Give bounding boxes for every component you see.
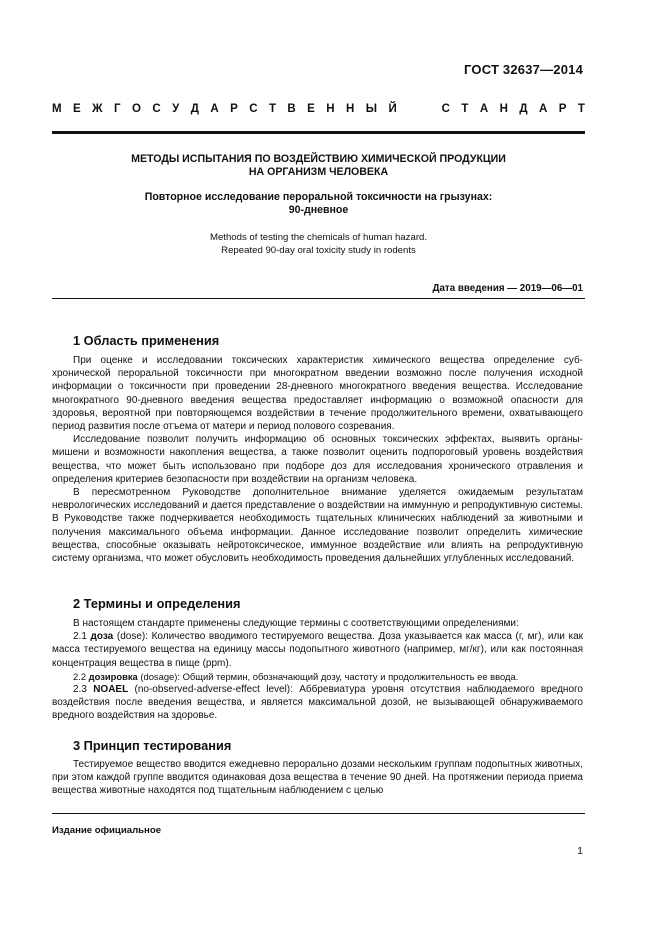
interstate_letters_1-letter: Е bbox=[307, 103, 315, 115]
term: доза bbox=[90, 631, 114, 643]
section-2-body bbox=[52, 617, 583, 723]
section-3-body bbox=[52, 758, 583, 798]
term-number: 2.1 bbox=[73, 631, 87, 643]
term: NOAEL bbox=[93, 684, 129, 696]
interstate_letters_1-letter: У bbox=[172, 103, 180, 115]
interstate_letters_1-letter: В bbox=[287, 103, 296, 115]
interstate_letters_1-letter: Г bbox=[113, 103, 121, 115]
word-gap bbox=[408, 103, 430, 115]
definition-dosage bbox=[52, 670, 583, 683]
term-number: 2.3 bbox=[73, 684, 87, 696]
interstate_letters_2-letter: Т bbox=[577, 103, 585, 115]
interstate_letters_2-letter: Т bbox=[461, 103, 469, 115]
paragraph: В настоящем стандарте применены следующие термины с соответствующими определениями: bbox=[73, 618, 519, 629]
interstate_letters_2-letter: Р bbox=[558, 103, 567, 115]
interstate_letters_2-letter: Д bbox=[519, 103, 528, 115]
interstate_letters_2-letter: А bbox=[538, 103, 548, 115]
official-edition-label: Издание официальное bbox=[52, 825, 162, 836]
section-1-heading: 1 Область применения bbox=[73, 333, 220, 348]
document-title bbox=[52, 153, 585, 179]
subtitle-line-1: Повторное исследование пероральной токсичности на грызунах: bbox=[144, 191, 493, 203]
document-subtitle bbox=[52, 191, 585, 217]
interstate_letters_1-letter: Е bbox=[73, 103, 81, 115]
term-definition: (no-observed-adverse-effect level): Аббревиатура уровня отсутствия наблюдаемого вредного воздействия после введения вещества, и является максимальной дозой, не вызывающей обнаруживаемого вредного воздействия на здоровье. bbox=[52, 684, 583, 722]
interstate_letters_1-letter: А bbox=[210, 103, 219, 115]
english-title-line-2: Repeated 90-day oral toxicity study in rodents bbox=[221, 245, 416, 256]
interstate_letters_1-letter: Ж bbox=[92, 103, 103, 115]
term-definition: (dose): Количество вводимого тестируемого вещества. Доза указывается как масса (г, мг), или как масса тестируемого вещества на единицу массы подопытного животного (например, мг/кг), или как постоянная концентрация вещества в пище (ppm). bbox=[52, 631, 584, 669]
interstate_letters_1-letter: Д bbox=[190, 103, 199, 115]
title-line-1: МЕТОДЫ ИСПЫТАНИЯ ПО ВОЗДЕЙСТВИЮ ХИМИЧЕСКОЙ ПРОДУКЦИИ bbox=[131, 153, 506, 165]
interstate-standard-heading bbox=[52, 103, 585, 115]
interstate_letters_1-letter: Т bbox=[268, 103, 276, 115]
page-number: 1 bbox=[577, 845, 583, 857]
interstate_letters_1-letter: М bbox=[52, 103, 62, 115]
definition-dose bbox=[52, 630, 583, 670]
heading-rule bbox=[52, 131, 585, 134]
title-line-2: НА ОРГАНИЗМ ЧЕЛОВЕКА bbox=[248, 166, 389, 178]
paragraph: В пересмотренном Руководстве дополнительное внимание уделяется ожидаемым результатам неврологических исследований и дается представление о воздействии на иммунную и репродуктивную системы. В Руководстве также подчеркивается необходимость тщательных клинических наблюдений за животными и получения максимального объема информации. Данное исследование позволит определить химические вещества, способные оказывать нейротоксическое, иммунное воздействие или влиять на репродуктивную систему организма, что может обусловить необходимость проведения дальнейших углубленных исследований. bbox=[52, 487, 583, 565]
date-rule bbox=[52, 298, 585, 299]
interstate_letters_1-letter: Й bbox=[388, 103, 397, 115]
interstate_letters_2-letter: А bbox=[479, 103, 489, 115]
paragraph: Исследование позволит получить информацию об основных токсических эффектах, выявить органы-мишени и возможности накопления вещества, а также позволит оценить подпороговый уровень воздействия вещества, что может быть использовано при подборе доз для исследования хронического отравления и определения критериев безопасности при воздействии на организм человека. bbox=[52, 434, 583, 485]
section-3-heading: 3 Принцип тестирования bbox=[73, 738, 232, 753]
interstate_letters_1-letter: Н bbox=[326, 103, 335, 115]
term: дозировка bbox=[88, 670, 138, 682]
effective-date: Дата введения — 2019—06—01 bbox=[432, 283, 583, 294]
term-definition: (dosage): Общий термин, обозначающий дозу, частоту и продолжительность ее ввода. bbox=[140, 670, 519, 682]
footer-rule bbox=[52, 813, 585, 814]
paragraph: Тестируемое вещество вводится ежедневно перорально дозами нескольким группам подопытных животных, при этом каждой группе вводится одинаковая доза вещества в течение 90 дней. На протяжении периода приема вещества животные находятся под тщательным наблюдением с целью bbox=[52, 759, 583, 797]
interstate_letters_1-letter: Р bbox=[230, 103, 238, 115]
section-1-body bbox=[52, 354, 583, 565]
interstate_letters_1-letter: С bbox=[249, 103, 258, 115]
section-2-heading: 2 Термины и определения bbox=[73, 596, 241, 611]
definition-noael bbox=[52, 683, 583, 723]
interstate_letters_2-letter: С bbox=[441, 103, 450, 115]
english-title bbox=[52, 231, 585, 257]
standard-number: ГОСТ 32637—2014 bbox=[464, 62, 583, 77]
paragraph: При оценке и исследовании токсических характеристик химического вещества определение суб-хронической пероральной токсичности при многократном введении возможно после получения исходной информации о токсичности при проведении 28-дневного многократного введения вещества. Исследование многократного 90-дневного введения вещества предоставляет информацию о возможной опасности для здоровья, вероятной при повторяющемся воздействии в течение продолжительного времени, охватывающего период развития после отъема от матери и период полового созревания. bbox=[52, 355, 583, 433]
interstate_letters_1-letter: Ы bbox=[365, 103, 378, 115]
interstate_letters_1-letter: С bbox=[152, 103, 161, 115]
interstate_letters_1-letter: О bbox=[131, 103, 141, 115]
term-number: 2.2 bbox=[73, 670, 87, 682]
interstate_letters_2-letter: Н bbox=[499, 103, 508, 115]
interstate_letters_1-letter: Н bbox=[346, 103, 355, 115]
english-title-line-1: Methods of testing the chemicals of human hazard. bbox=[209, 232, 428, 243]
subtitle-line-2: 90-дневное bbox=[288, 204, 349, 216]
